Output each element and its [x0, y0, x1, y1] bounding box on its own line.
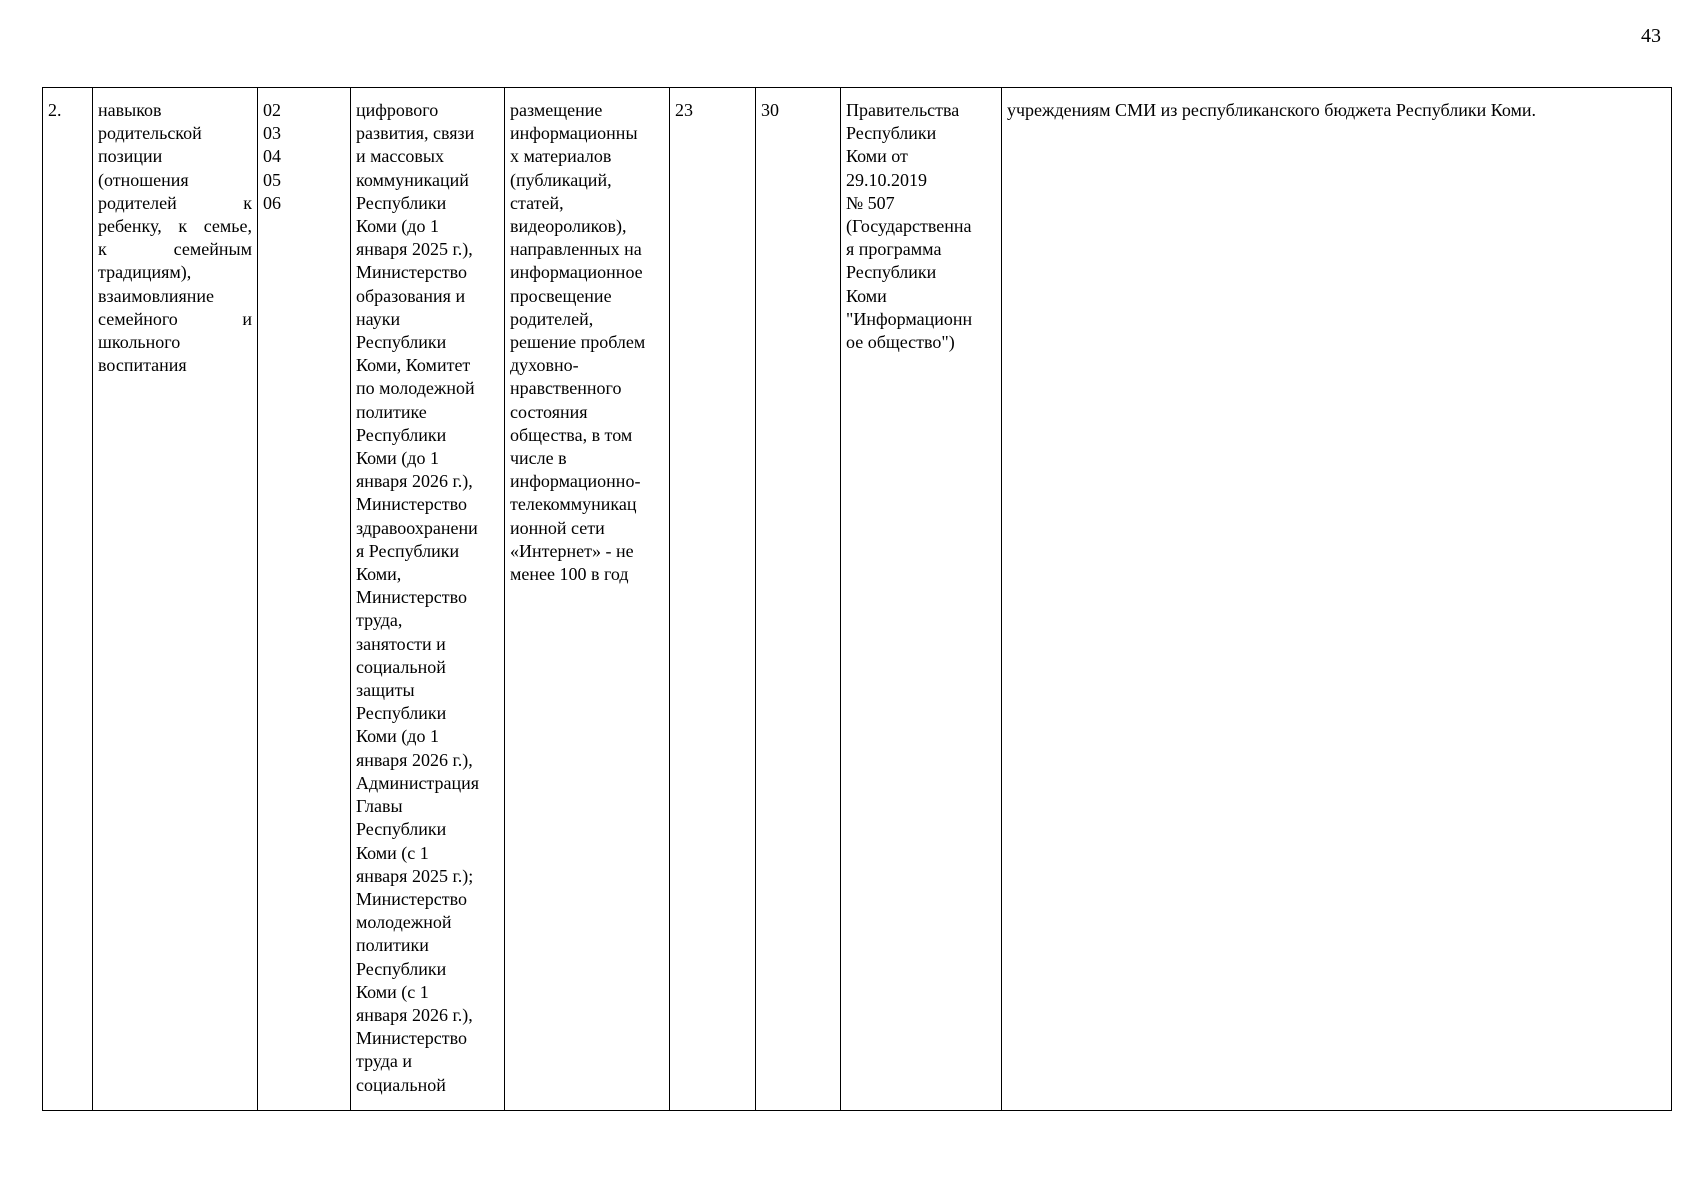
- executor-line: здравоохранени: [356, 517, 478, 538]
- executor-line: труда и: [356, 1051, 412, 1072]
- indicator-line: менее 100 в год: [510, 564, 629, 585]
- executor-line: Коми (до 1: [356, 216, 439, 237]
- executor-line: политике: [356, 401, 427, 422]
- indicator-line: «Интернет» - не: [510, 540, 634, 561]
- codes-cell: [258, 88, 351, 1111]
- executor-line: января 2025 г.);: [356, 865, 474, 886]
- executor-line: Коми, Комитет: [356, 355, 471, 376]
- description-line: навыков: [98, 100, 162, 120]
- document-line: Республики: [846, 262, 937, 283]
- indicator-line: родителей,: [510, 308, 594, 329]
- description-word: к: [98, 239, 107, 260]
- note-text: учреждениям СМИ из республиканского бюджета Республики Коми.: [1007, 100, 1537, 120]
- code-value: 05: [263, 169, 281, 190]
- value-2025: 23: [675, 100, 693, 120]
- executor-line: Республики: [356, 192, 447, 213]
- indicator-line: статей,: [510, 192, 564, 213]
- executor-line: Министерство: [356, 587, 467, 608]
- executor-line: политики: [356, 935, 429, 956]
- executor-line: января 2026 г.),: [356, 749, 473, 770]
- executor-line: Коми (с 1: [356, 842, 429, 863]
- indicator-line: размещение: [510, 100, 603, 120]
- document-line: ое общество"): [846, 332, 955, 353]
- description-line: школьного: [98, 332, 181, 353]
- description-line: [98, 238, 252, 261]
- indicator-line: (публикаций,: [510, 169, 612, 190]
- executor-line: Коми (до 1: [356, 448, 439, 469]
- executor-line: и массовых: [356, 146, 444, 167]
- executor-line: Республики: [356, 424, 447, 445]
- description-word: семье,: [203, 216, 252, 237]
- description-word: семейным: [173, 239, 252, 260]
- row-number-cell: [43, 88, 93, 1111]
- document-line: Коми от: [846, 146, 908, 167]
- executor-line: коммуникаций: [356, 169, 469, 190]
- executors-cell: [351, 88, 505, 1111]
- executor-line: Министерство: [356, 888, 467, 909]
- code-value: 03: [263, 123, 281, 144]
- code-value: 02: [263, 100, 281, 120]
- executor-line: Министерство: [356, 1028, 467, 1049]
- document-line: № 507: [846, 192, 895, 213]
- executor-line: социальной: [356, 1074, 446, 1095]
- indicator-line: решение проблем: [510, 332, 646, 353]
- description-line: традициям),: [98, 262, 192, 283]
- table-row: [43, 88, 1672, 1111]
- executor-line: образования и: [356, 285, 466, 306]
- executor-line: науки: [356, 308, 401, 329]
- description-line: [98, 308, 252, 331]
- description-word: и: [242, 308, 252, 329]
- code-value: 04: [263, 146, 281, 167]
- code-value: 06: [263, 192, 281, 213]
- value-2025-cell: [670, 88, 756, 1111]
- description-word: родителей: [98, 192, 177, 213]
- indicator-line: ионной сети: [510, 517, 605, 538]
- document-line: я программа: [846, 239, 942, 260]
- description-line: позиции: [98, 146, 163, 167]
- page-number: 43: [1641, 25, 1661, 47]
- executor-line: Коми,: [356, 564, 402, 585]
- executor-line: по молодежной: [356, 378, 475, 399]
- executor-line: Министерство: [356, 494, 467, 515]
- indicator-line: просвещение: [510, 285, 612, 306]
- executor-line: Администрация: [356, 772, 480, 793]
- executor-line: Министерство: [356, 262, 467, 283]
- indicator-line: состояния: [510, 401, 588, 422]
- document-line: Правительства: [846, 100, 960, 120]
- description-word: семейного: [98, 308, 178, 329]
- executor-line: Коми (с 1: [356, 981, 429, 1002]
- note-cell: [1002, 88, 1672, 1111]
- indicator-line: общества, в том: [510, 424, 633, 445]
- executor-line: января 2025 г.),: [356, 239, 473, 260]
- description-line: родительской: [98, 123, 202, 144]
- program-table: [42, 87, 1672, 1111]
- indicator-line: духовно-: [510, 355, 579, 376]
- document-line: Коми: [846, 285, 887, 306]
- value-2026-cell: [756, 88, 841, 1111]
- description-line: взаимовлияние: [98, 285, 215, 306]
- indicator-line: направленных на: [510, 239, 642, 260]
- document-line: "Информационн: [846, 308, 973, 329]
- executor-line: Главы: [356, 796, 403, 817]
- executor-line: молодежной: [356, 912, 452, 933]
- indicator-line: информационное: [510, 262, 643, 283]
- indicator-line: информационны: [510, 123, 638, 144]
- executor-line: Республики: [356, 332, 447, 353]
- indicator-line: видеороликов),: [510, 216, 627, 237]
- document-line: Республики: [846, 123, 937, 144]
- executor-line: социальной: [356, 656, 446, 677]
- executor-line: Республики: [356, 958, 447, 979]
- executor-line: я Республики: [356, 540, 460, 561]
- executor-line: января 2026 г.),: [356, 1004, 473, 1025]
- executor-line: защиты: [356, 680, 415, 701]
- document-line: (Государственна: [846, 216, 972, 237]
- document-cell: [841, 88, 1002, 1111]
- document-line: 29.10.2019: [846, 169, 927, 190]
- description-word: к: [243, 192, 252, 213]
- description-word: ребенку,: [98, 216, 162, 237]
- description-line: [98, 215, 252, 238]
- indicator-line: телекоммуникац: [510, 494, 637, 515]
- description-cell: [93, 88, 258, 1111]
- description-word: к: [178, 216, 188, 237]
- indicator-cell: [505, 88, 670, 1111]
- executor-line: января 2026 г.),: [356, 471, 473, 492]
- description-line: воспитания: [98, 355, 187, 376]
- description-line: (отношения: [98, 169, 189, 190]
- executor-line: цифрового: [356, 100, 439, 120]
- executor-line: развития, связи: [356, 123, 475, 144]
- row-number: 2.: [48, 100, 62, 120]
- executor-line: занятости и: [356, 633, 446, 654]
- executor-line: Коми (до 1: [356, 726, 439, 747]
- indicator-line: х материалов: [510, 146, 612, 167]
- indicator-line: информационно-: [510, 471, 641, 492]
- executor-line: труда,: [356, 610, 403, 631]
- indicator-line: числе в: [510, 448, 567, 469]
- executor-line: Республики: [356, 703, 447, 724]
- executor-line: Республики: [356, 819, 447, 840]
- description-line: [98, 192, 252, 215]
- value-2026: 30: [761, 100, 779, 120]
- indicator-line: нравственного: [510, 378, 622, 399]
